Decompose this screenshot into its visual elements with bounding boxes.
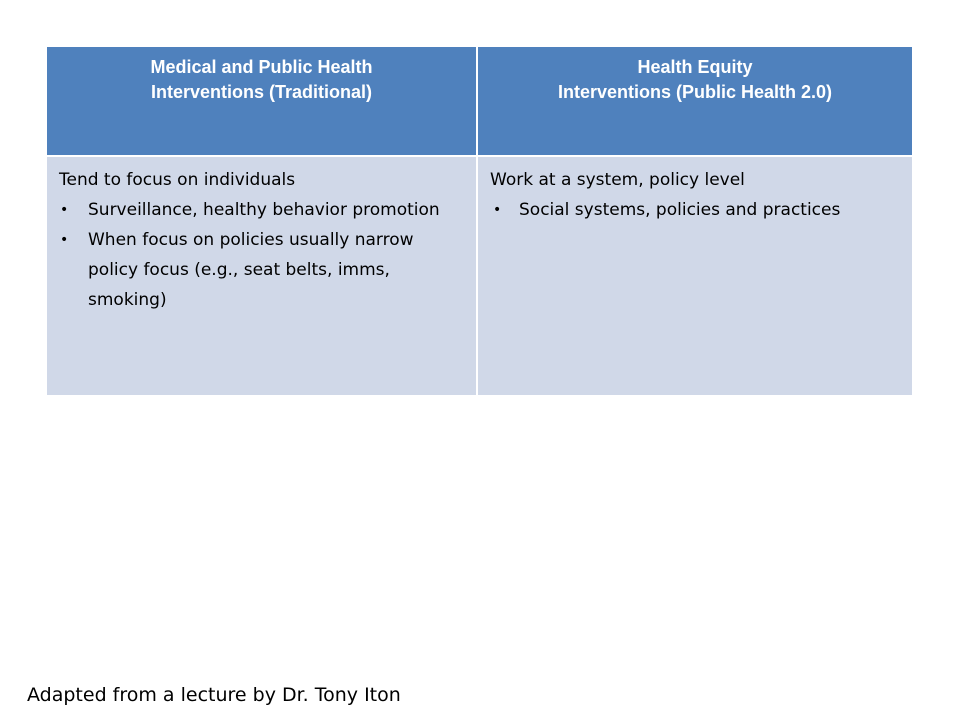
list-item-text: Surveillance, healthy behavior promotion [88, 200, 440, 220]
list-item-text: Social systems, policies and practices [519, 200, 841, 220]
list-item [59, 195, 466, 225]
header-health-equity-line-2: Interventions (Public Health 2.0) [557, 82, 833, 102]
list-item-text: When focus on policies usually narrow policy focus (e.g., seat belts, imms, smoking) [88, 230, 414, 310]
health-equity-bullet-list [490, 195, 902, 225]
list-item [59, 225, 466, 315]
health-equity-lead-text: Work at a system, policy level [490, 170, 745, 190]
header-cell-health-equity [478, 47, 912, 155]
comparison-table [47, 47, 912, 395]
header-cell-traditional [47, 47, 478, 155]
traditional-lead-text: Tend to focus on individuals [59, 170, 296, 190]
bullet-icon: • [60, 232, 69, 248]
bullet-icon: • [493, 202, 502, 218]
bullet-icon: • [60, 202, 69, 218]
body-cell-health-equity [478, 155, 912, 395]
body-cell-traditional [47, 155, 478, 395]
source-credit: Adapted from a lecture by Dr. Tony Iton [27, 684, 401, 706]
traditional-bullet-list [59, 195, 466, 315]
list-item [490, 195, 902, 225]
header-health-equity-line-1: Health Equity [637, 57, 753, 77]
header-traditional-line-1: Medical and Public Health [150, 57, 373, 77]
header-traditional-line-2: Interventions (Traditional) [150, 82, 373, 102]
